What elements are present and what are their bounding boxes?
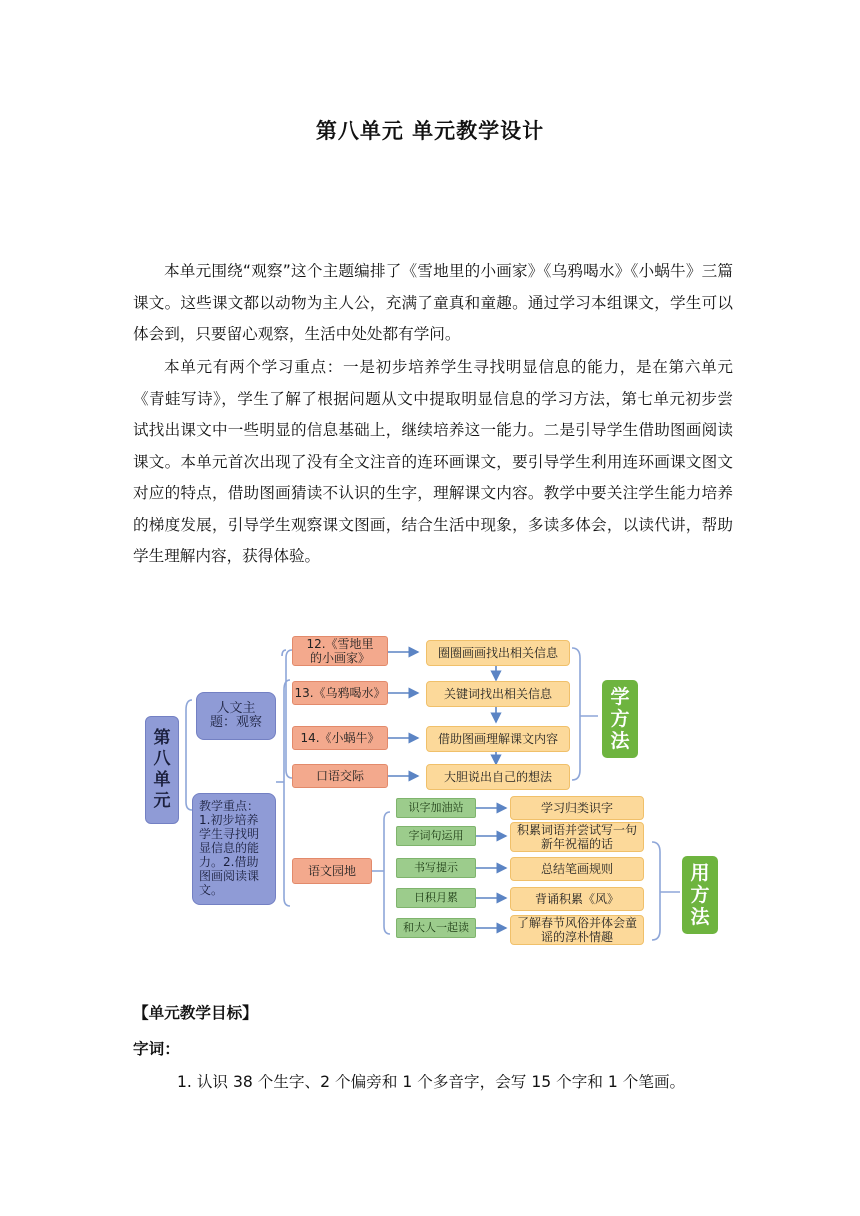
unit-structure-diagram [140, 630, 730, 970]
garden-item-4: 日积月累 [396, 888, 476, 908]
unit-label: 第八单元 [145, 716, 179, 824]
garden-item-2: 字词句运用 [396, 826, 476, 846]
intro-paragraph: 本单元围绕“观察”这个主题编排了《雪地里的小画家》《乌鸦喝水》《小蜗牛》三篇课文。这些课文都以动物为主人公，充满了童真和童趣。通过学习本组课文，学生可以体会到，只要留心观察，生活中处处都有学问。 [133, 262, 733, 343]
focus-paragraph: 本单元有两个学习重点：一是初步培养学生寻找明显信息的能力，是在第六单元《青蛙写诗》，学生了解了根据问题从文中提取明显信息的学习方法，第七单元初步尝试找出课文中一些明显的信息基础上，继续培养这一能力。二是引导学生借助图画阅读课文。本单元首次出现了没有全文注音的连环画课文，要引导学生利用连环画课文图文对应的特点，借助图画猜读不认识的生字，理解课文内容。教学中要关注学生能力培养的梯度发展，引导学生观察课文图画，结合生活中现象，多读多体会，以读代讲，帮助学生理解内容，获得体验。 [133, 358, 733, 565]
lesson-method-2: 关键词找出相关信息 [426, 681, 570, 707]
lesson-method-1: 圈圈画画找出相关信息 [426, 640, 570, 666]
garden-method-5: 了解春节风俗并体会童谣的淳朴情趣 [510, 915, 644, 945]
lesson-3: 14.《小蜗牛》 [292, 726, 388, 750]
garden-method-4: 背诵积累《风》 [510, 887, 644, 911]
goal-item: 1. 认识 38 个生字、2 个偏旁和 1 个多音字，会写 15 个字和 1 个笔画。 [177, 1073, 686, 1091]
theme-box: 人文主题：观察 [196, 692, 276, 740]
use-method-label: 用方法 [682, 856, 718, 934]
speaking-box: 口语交际 [292, 764, 388, 788]
garden-item-1: 识字加油站 [396, 798, 476, 818]
page-title: 第八单元 单元教学设计 [315, 119, 545, 143]
garden-method-3: 总结笔画规则 [510, 857, 644, 881]
lesson-method-4: 大胆说出自己的想法 [426, 764, 570, 790]
garden-method-2: 积累词语并尝试写一句新年祝福的话 [510, 822, 644, 852]
garden-method-1: 学习归类识字 [510, 796, 644, 820]
garden-item-5: 和大人一起读 [396, 918, 476, 938]
focus-box: 教学重点：1.初步培养学生寻找明显信息的能力。2.借助图画阅读课文。 [192, 793, 276, 905]
garden-box: 语文园地 [292, 858, 372, 884]
garden-item-3: 书写提示 [396, 858, 476, 878]
section-title: 【单元教学目标】 [133, 1004, 258, 1022]
subsection-title: 字词： [133, 1040, 180, 1058]
lesson-2: 13.《乌鸦喝水》 [292, 681, 388, 705]
lesson-1: 12.《雪地里的小画家》 [292, 636, 388, 666]
lesson-method-3: 借助图画理解课文内容 [426, 726, 570, 752]
learn-method-label: 学方法 [602, 680, 638, 758]
